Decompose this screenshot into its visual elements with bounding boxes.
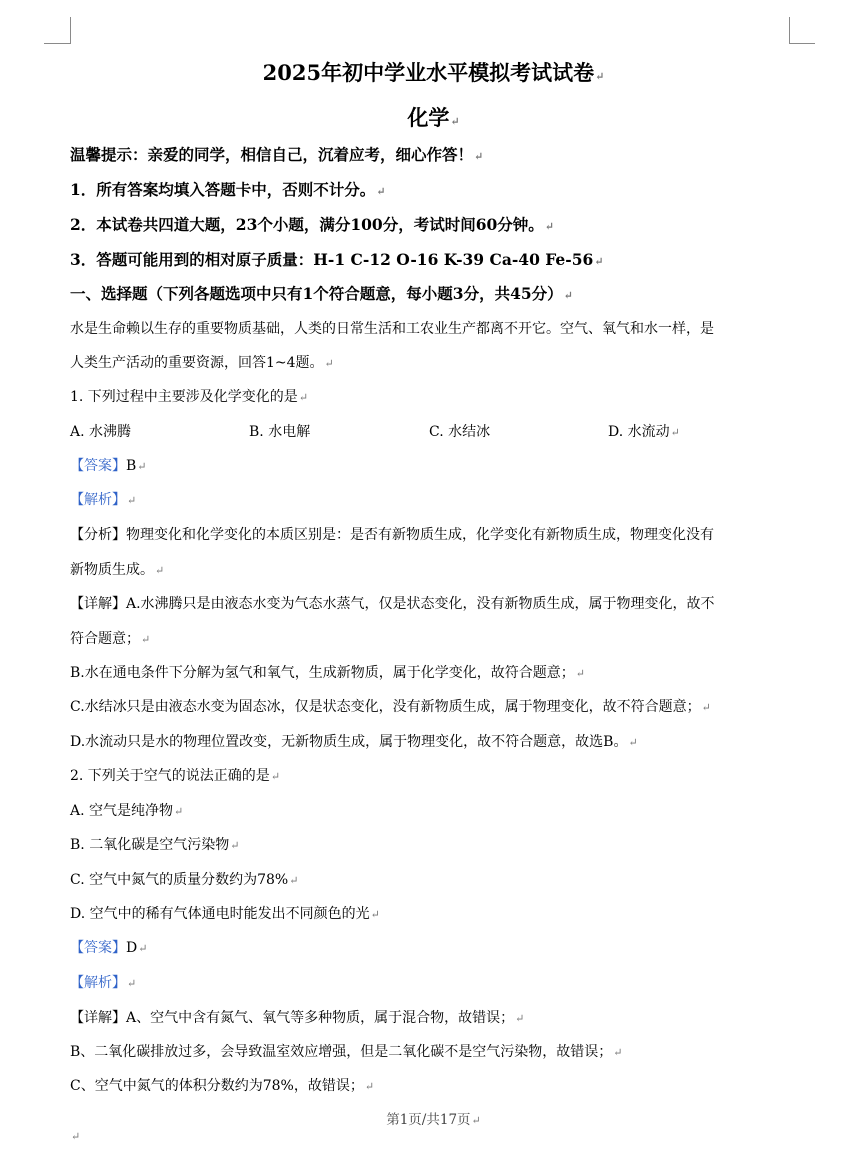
q2-detail-line-1: 【详解】A、空气中含有氮气、氧气等多种物质，属于混合物，故错误；↵ [70,1010,525,1026]
trailing-paragraph-mark: ↵ [71,1130,81,1143]
rule-3: 3．答题可能用到的相对原子质量：H-1 C-12 O-16 K-39 Ca-40 Fe-56↵ [70,250,604,269]
q1-option-a: A. 水沸腾 [70,424,132,440]
intro-line-1: 水是生命赖以生存的重要物质基础，人类的日常生活和工农业生产都离不开它。空气、氧气和水一样，是 [70,321,714,337]
page-footer: 第1页/共17页↵ [386,1112,481,1128]
intro-line-2: 人类生产活动的重要资源，回答1~4题。↵ [70,355,334,371]
crop-mark-top-right-h [789,43,815,44]
q2-detail-line-2: B、二氧化碳排放过多，会导致温室效应增强，但是二氧化碳不是空气污染物，故错误；↵ [70,1044,623,1060]
q1-fenxi-line-1: 【分析】物理变化和化学变化的本质区别是：是否有新物质生成，化学变化有新物质生成，物理变化没有 [70,527,714,543]
q2-answer: 【答案】D↵ [70,940,148,956]
warm-tip: 温馨提示：亲爱的同学，相信自己，沉着应考，细心作答！↵ [70,145,484,164]
q2-stem: 2. 下列关于空气的说法正确的是↵ [70,768,281,784]
q1-answer: 【答案】B↵ [70,458,147,474]
q1-fenxi-line-2: 新物质生成。↵ [70,562,165,578]
q1-option-b: B. 水电解 [249,424,311,440]
q1-option-d: D. 水流动↵ [608,424,680,440]
q1-detail-line-2: 符合题意；↵ [70,631,151,647]
q1-detail-line-4: C.水结冰只是由液态水变为固态冰，仅是状态变化，没有新物质生成，属于物理变化，故不符合题意；↵ [70,699,711,715]
subject-title: 化学↵ [407,105,460,130]
q1-analysis-label: 【解析】↵ [70,492,137,508]
q2-analysis-label: 【解析】↵ [70,975,137,991]
crop-mark-top-left-h [44,43,70,44]
exam-title: 2025年初中学业水平模拟考试试卷↵ [262,60,605,85]
q1-detail-line-3: B.水在通电条件下分解为氢气和氧气，生成新物质，属于化学变化，故符合题意；↵ [70,665,585,681]
q2-option-b: B. 二氧化碳是空气污染物↵ [70,837,240,853]
q2-option-c: C. 空气中氮气的质量分数约为78%↵ [70,872,299,888]
q2-option-d: D. 空气中的稀有气体通电时能发出不同颜色的光↵ [70,906,380,922]
crop-mark-top-right-v [789,17,790,44]
rule-2: 2．本试卷共四道大题，23个小题，满分100分，考试时间60分钟。↵ [70,215,554,234]
section-heading: 一、选择题（下列各题选项中只有1个符合题意，每小题3分，共45分）↵ [70,284,573,303]
crop-mark-top-left-v [70,17,71,44]
q2-option-a: A. 空气是纯净物↵ [70,803,184,819]
q1-stem: 1. 下列过程中主要涉及化学变化的是↵ [70,389,309,405]
q1-detail-line-1: 【详解】A.水沸腾只是由液态水变为气态水蒸气，仅是状态变化，没有新物质生成，属于物理变化，故不 [70,596,715,612]
rule-1: 1．所有答案均填入答题卡中，否则不计分。↵ [70,180,386,199]
q1-option-c: C. 水结冰 [429,424,491,440]
q1-detail-line-5: D.水流动只是水的物理位置改变，无新物质生成，属于物理变化，故不符合题意，故选B。↵ [70,734,638,750]
q2-detail-line-3: C、空气中氮气的体积分数约为78%，故错误；↵ [70,1078,375,1094]
